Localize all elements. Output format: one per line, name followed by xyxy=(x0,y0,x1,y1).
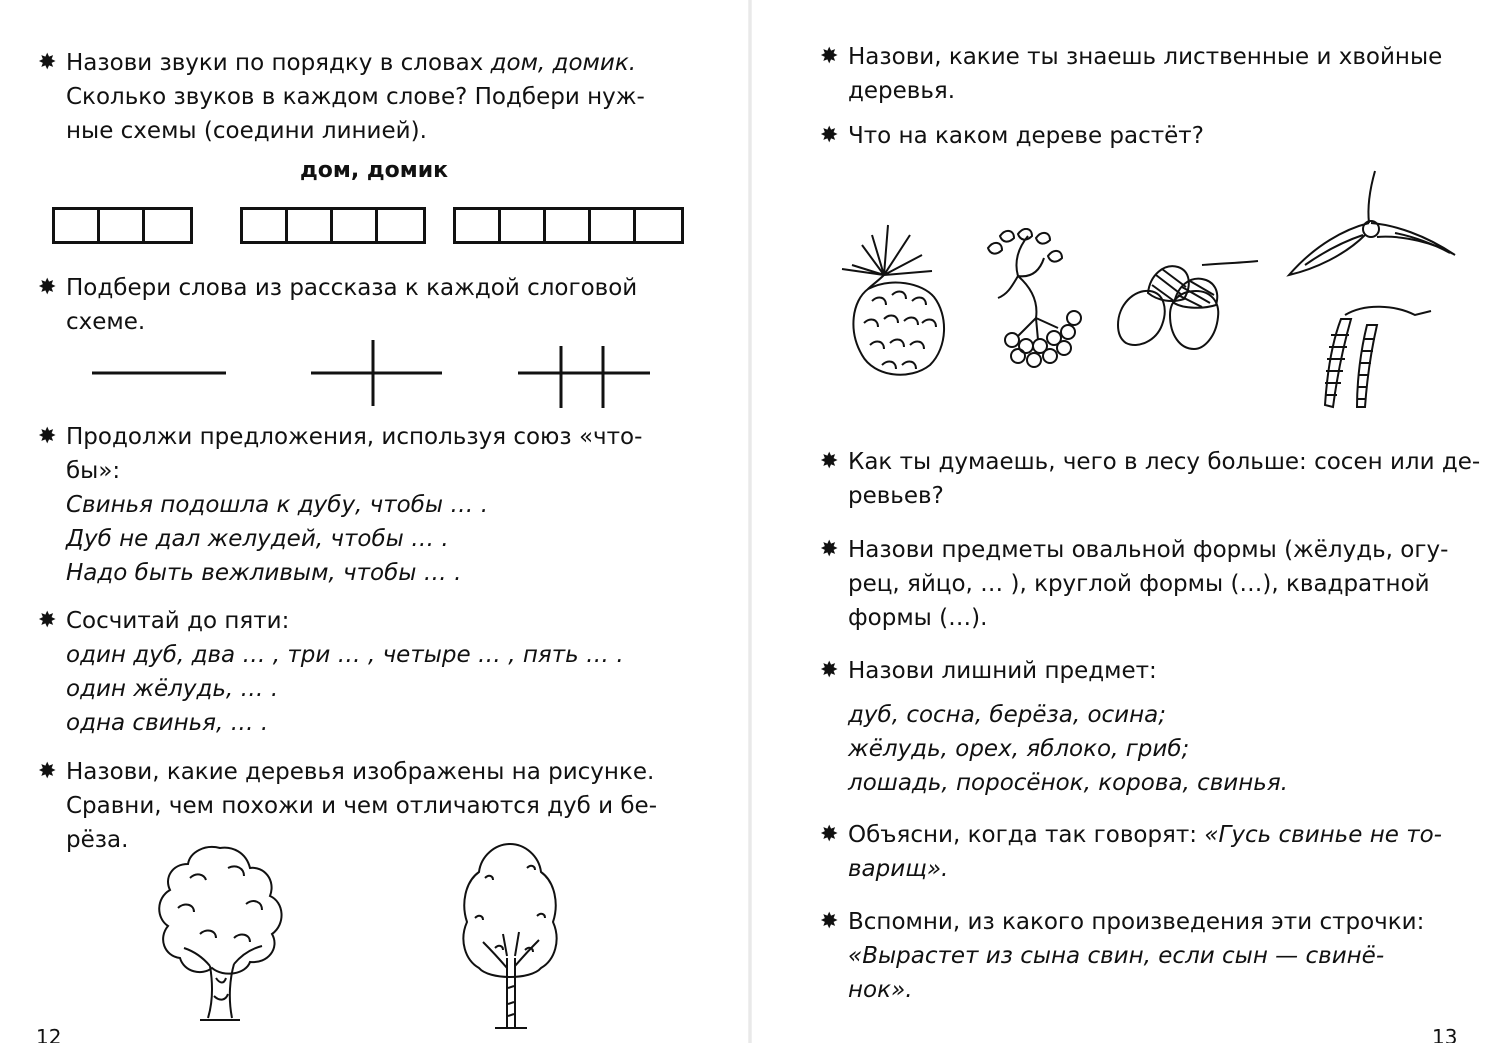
task-text: бы»: xyxy=(66,458,121,484)
task-text: Назови предметы овальной формы (жёлудь, огу- xyxy=(848,537,1449,563)
word-list-line: лошадь, поросёнок, корова, свинья. xyxy=(848,770,1288,796)
task-text: формы (…). xyxy=(848,605,988,631)
bullet-star-icon: ✸ xyxy=(820,909,839,934)
right-task-3 xyxy=(820,445,1500,513)
task-quote: «Гусь свинье не то- xyxy=(1204,822,1442,848)
maple-seed-icon xyxy=(1285,165,1465,285)
left-task-3 xyxy=(38,420,718,590)
bullet-star-icon: ✸ xyxy=(820,449,839,474)
bullet-star-icon: ✸ xyxy=(820,658,839,683)
left-task-4 xyxy=(38,604,718,740)
rowan-berries-icon xyxy=(978,228,1098,378)
task-text: ревьев? xyxy=(848,483,944,509)
sound-scheme-5 xyxy=(453,207,684,244)
bullet-star-icon: ✸ xyxy=(820,123,839,148)
left-task-1 xyxy=(38,46,718,148)
bullet-star-icon: ✸ xyxy=(38,759,57,784)
task-words: дом, домик. xyxy=(490,50,637,76)
count-line: один жёлудь, … . xyxy=(66,676,279,702)
bullet-star-icon: ✸ xyxy=(820,44,839,69)
task-text: Вспомни, из какого произведения эти строчки: xyxy=(848,909,1425,935)
syllable-schemes xyxy=(80,338,680,410)
oak-tree-icon xyxy=(150,838,290,1023)
left-task-5 xyxy=(38,755,728,857)
count-line: одна свинья, … . xyxy=(66,710,269,736)
task-text: рец, яйцо, … ), круглой формы (…), квадратной xyxy=(848,571,1430,597)
sound-scheme-4 xyxy=(240,207,426,244)
task-text: Что на каком дереве растёт? xyxy=(848,123,1204,149)
task-text: Продолжи предложения, используя союз «что- xyxy=(66,424,643,450)
sound-scheme-3 xyxy=(52,207,193,244)
count-line: один дуб, два … , три … , четыре … , пять … . xyxy=(66,642,624,668)
bullet-star-icon: ✸ xyxy=(38,50,57,75)
left-task-2 xyxy=(38,271,718,339)
task-text: Объясни, когда так говорят: xyxy=(848,822,1205,848)
right-task-2 xyxy=(820,119,1500,153)
right-task-4 xyxy=(820,533,1500,635)
task-text: рёза. xyxy=(66,827,129,853)
bullet-star-icon: ✸ xyxy=(820,822,839,847)
sentence-line: Надо быть вежливым, чтобы … . xyxy=(66,560,462,586)
task-text: Сколько звуков в каждом слове? Подбери нуж- xyxy=(66,84,645,110)
task-text: Сравни, чем похожи и чем отличаются дуб и бе- xyxy=(66,793,658,819)
word-list-line: жёлудь, орех, яблоко, гриб; xyxy=(848,736,1190,762)
task-text: деревья. xyxy=(848,78,956,104)
bullet-star-icon: ✸ xyxy=(38,424,57,449)
page-number: 12 xyxy=(36,1025,62,1043)
right-task-5 xyxy=(820,654,1500,800)
birch-tree-icon xyxy=(455,838,565,1033)
task-text: Назови, какие ты знаешь лиственные и хвойные xyxy=(848,44,1443,70)
task-text: Сосчитай до пяти: xyxy=(66,608,290,634)
acorns-icon xyxy=(1112,245,1262,355)
words-label: дом, домик xyxy=(300,158,449,183)
task-quote: «Вырастет из сына свин, если сын — свинё- xyxy=(848,943,1385,969)
word-list-line: дуб, сосна, берёза, осина; xyxy=(848,702,1167,728)
task-text: Подбери слова из рассказа к каждой слоговой xyxy=(66,275,638,301)
right-task-6 xyxy=(820,818,1500,886)
page-number: 13 xyxy=(1432,1025,1458,1043)
task-text: Назови звуки по порядку в словах xyxy=(66,50,491,76)
task-text: схеме. xyxy=(66,309,146,335)
pine-cone-icon xyxy=(822,205,962,385)
task-quote: нок». xyxy=(848,977,913,1003)
right-task-1 xyxy=(820,40,1500,108)
task-quote: варищ». xyxy=(848,856,949,882)
bullet-star-icon: ✸ xyxy=(820,537,839,562)
task-text: Как ты думаешь, чего в лесу больше: сосен или де- xyxy=(848,449,1481,475)
bullet-star-icon: ✸ xyxy=(38,275,57,300)
task-text: Назови лишний предмет: xyxy=(848,658,1157,684)
sentence-line: Свинья подошла к дубу, чтобы … . xyxy=(66,492,489,518)
sentence-line: Дуб не дал желудей, чтобы … . xyxy=(66,526,449,552)
task-text: ные схемы (соедини линией). xyxy=(66,118,427,144)
task-text: Назови, какие деревья изображены на рисунке. xyxy=(66,759,655,785)
bullet-star-icon: ✸ xyxy=(38,608,57,633)
right-page xyxy=(750,0,1500,1043)
catkins-icon xyxy=(1305,295,1445,415)
right-task-7 xyxy=(820,905,1500,1007)
